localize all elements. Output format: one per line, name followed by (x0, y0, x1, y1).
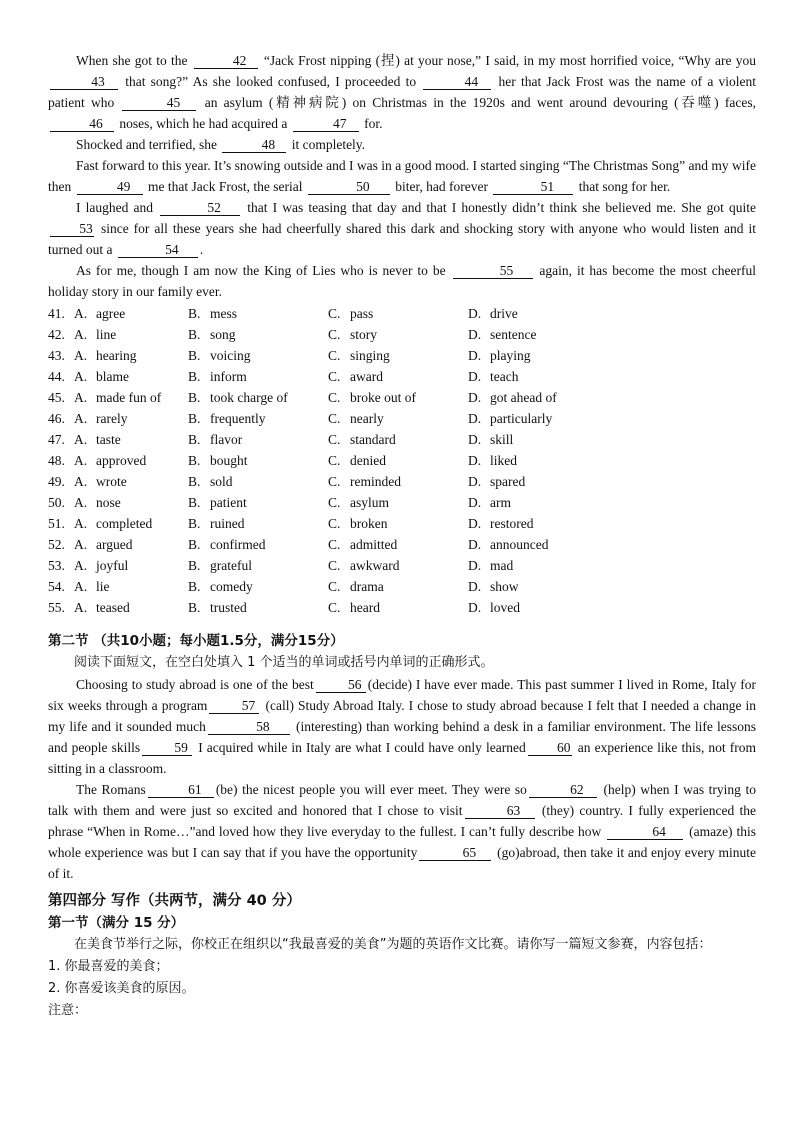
option-letter-c: C. (328, 495, 341, 510)
list-item: 2. 你喜爱该美食的原因。 (48, 981, 195, 996)
option-letter-d: D. (468, 411, 482, 426)
option-row (48, 450, 582, 471)
blank-56[interactable]: 56 (316, 678, 366, 693)
option-letter-d: D. (468, 369, 482, 384)
option-letter-b: B. (188, 411, 201, 426)
part4-note: 注意： (48, 1003, 88, 1018)
option-d[interactable]: spared (490, 474, 526, 489)
question-number: 55. (48, 600, 65, 615)
list-item: 1. 你最喜爱的美食； (48, 959, 169, 974)
option-letter-d: D. (468, 537, 482, 552)
option-letter-b: B. (188, 579, 201, 594)
option-c[interactable]: nearly (350, 411, 384, 426)
option-c[interactable]: asylum (350, 495, 389, 510)
option-d[interactable]: restored (490, 516, 534, 531)
option-letter-a: A. (74, 432, 88, 447)
option-letter-c: C. (328, 537, 341, 552)
option-d[interactable]: got ahead of (490, 390, 557, 405)
question-number: 47. (48, 432, 65, 447)
options-table (48, 303, 582, 618)
option-b[interactable]: trusted (210, 600, 247, 615)
passage1-paragraph-3: Fast forward to this year. It’s snowing outside and I was in a good mood. I started singing “The Christmas Song” and my wife then 49 me that Jack Frost, the serial 50 biter, had forever 51 that song for her. (48, 158, 756, 194)
option-b[interactable]: patient (210, 495, 247, 510)
option-letter-d: D. (468, 558, 482, 573)
option-letter-d: D. (468, 516, 482, 531)
blank-51[interactable]: 51 (493, 180, 573, 195)
option-row (48, 408, 582, 429)
blank-44[interactable]: 44 (423, 75, 491, 90)
blank-53[interactable]: 53 (50, 222, 94, 237)
option-c[interactable]: broken (350, 516, 388, 531)
option-c[interactable]: broke out of (350, 390, 416, 405)
option-a[interactable]: lie (96, 579, 110, 594)
question-number: 42. (48, 327, 65, 342)
option-letter-d: D. (468, 474, 482, 489)
blank-59[interactable]: 59 (142, 741, 192, 756)
option-a[interactable]: nose (96, 495, 121, 510)
option-a[interactable]: hearing (96, 348, 137, 363)
blank-47[interactable]: 47 (293, 117, 359, 132)
option-c[interactable]: awkward (350, 558, 400, 573)
option-a[interactable]: approved (96, 453, 147, 468)
option-letter-a: A. (74, 411, 88, 426)
option-c[interactable]: denied (350, 453, 386, 468)
option-d[interactable]: sentence (490, 327, 537, 342)
option-letter-a: A. (74, 327, 88, 342)
option-letter-b: B. (188, 600, 201, 615)
blank-55[interactable]: 55 (453, 264, 533, 279)
option-letter-d: D. (468, 579, 482, 594)
option-d[interactable]: arm (490, 495, 511, 510)
option-letter-a: A. (74, 495, 88, 510)
option-letter-c: C. (328, 348, 341, 363)
question-number: 44. (48, 369, 65, 384)
option-letter-a: A. (74, 516, 88, 531)
question-number: 53. (48, 558, 65, 573)
option-letter-c: C. (328, 306, 341, 321)
blank-50[interactable]: 50 (308, 180, 390, 195)
blank-49[interactable]: 49 (77, 180, 143, 195)
question-number: 43. (48, 348, 65, 363)
option-letter-c: C. (328, 432, 341, 447)
option-row (48, 429, 582, 450)
option-a[interactable]: teased (96, 600, 130, 615)
option-row (48, 303, 582, 324)
blank-63[interactable]: 63 (465, 804, 535, 819)
option-letter-b: B. (188, 369, 201, 384)
passage1-paragraph-4: I laughed and 52 that I was teasing that day and that I honestly didn’t think she believed me. She got quite 53 since for all these years she had cheerfully shared this dark and shocking story with anyone who would listen and it turned out a 54 . (48, 200, 756, 257)
option-c[interactable]: drama (350, 579, 384, 594)
option-b[interactable]: inform (210, 369, 247, 384)
option-letter-a: A. (74, 558, 88, 573)
option-letter-a: A. (74, 369, 88, 384)
blank-57[interactable]: 57 (209, 699, 259, 714)
question-number: 54. (48, 579, 65, 594)
section2-title: 第二节 （共10小题；每小题1.5分，满分15分） (48, 633, 344, 649)
question-number: 51. (48, 516, 65, 531)
option-b[interactable]: bought (210, 453, 248, 468)
option-letter-a: A. (74, 474, 88, 489)
option-row (48, 387, 582, 408)
option-a[interactable]: taste (96, 432, 121, 447)
option-letter-b: B. (188, 558, 201, 573)
option-letter-d: D. (468, 327, 482, 342)
section2-instruction: 阅读下面短文，在空白处填入 1 个适当的单词或括号内单词的正确形式。 (74, 655, 494, 670)
question-number: 52. (48, 537, 65, 552)
option-letter-b: B. (188, 516, 201, 531)
option-letter-d: D. (468, 348, 482, 363)
option-b[interactable]: ruined (210, 516, 245, 531)
option-d[interactable]: teach (490, 369, 519, 384)
option-b[interactable]: confirmed (210, 537, 266, 552)
option-letter-c: C. (328, 390, 341, 405)
option-a[interactable]: completed (96, 516, 153, 531)
blank-64[interactable]: 64 (607, 825, 683, 840)
option-d[interactable]: loved (490, 600, 520, 615)
option-c[interactable]: standard (350, 432, 396, 447)
option-letter-a: A. (74, 348, 88, 363)
option-d[interactable]: skill (490, 432, 514, 447)
option-letter-a: A. (74, 579, 88, 594)
option-a[interactable]: joyful (96, 558, 129, 573)
blank-54[interactable]: 54 (118, 243, 198, 258)
option-row (48, 492, 582, 513)
option-b[interactable]: mess (210, 306, 237, 321)
option-b[interactable]: comedy (210, 579, 253, 594)
blank-58[interactable]: 58 (208, 720, 290, 735)
option-letter-c: C. (328, 369, 341, 384)
option-letter-b: B. (188, 495, 201, 510)
exam-page (48, 50, 756, 1022)
option-b[interactable]: song (210, 327, 236, 342)
option-d[interactable]: particularly (490, 411, 553, 426)
passage1-paragraph-1: When she got to the 42 “Jack Frost nipping (捏) at your nose,” I said, in my most horrified voice, “Why are you 43 that song?” As she looked confused, I proceeded to 44 her that Jack Frost was the name of a violent patient who 45 an asylum (精神病院) on Christmas in the 1920s and went around devouring (吞噬) faces, 46 noses, which he had acquired a 47 for. (48, 53, 757, 131)
option-a[interactable]: wrote (96, 474, 127, 489)
option-a[interactable]: blame (96, 369, 129, 384)
option-b[interactable]: flavor (210, 432, 243, 447)
option-d[interactable]: drive (490, 306, 518, 321)
option-a[interactable]: made fun of (96, 390, 162, 405)
option-c[interactable]: singing (350, 348, 390, 363)
option-d[interactable]: liked (490, 453, 517, 468)
option-c[interactable]: reminded (350, 474, 401, 489)
blank-43[interactable]: 43 (50, 75, 118, 90)
option-letter-d: D. (468, 600, 482, 615)
question-number: 46. (48, 411, 65, 426)
option-letter-a: A. (74, 453, 88, 468)
blank-45[interactable]: 45 (122, 96, 196, 111)
part4-title: 第四部分 写作（共两节，满分 40 分） (48, 893, 301, 909)
option-c[interactable]: pass (350, 306, 374, 321)
option-a[interactable]: rarely (96, 411, 128, 426)
passage1-paragraph-2: Shocked and terrified, she 48 it completely. (76, 137, 366, 152)
option-letter-a: A. (74, 537, 88, 552)
question-number: 45. (48, 390, 65, 405)
option-letter-b: B. (188, 348, 201, 363)
blank-46[interactable]: 46 (50, 117, 114, 132)
option-row (48, 513, 582, 534)
option-letter-b: B. (188, 474, 201, 489)
question-number: 49. (48, 474, 65, 489)
option-row (48, 345, 582, 366)
option-letter-b: B. (188, 306, 201, 321)
blank-42[interactable]: 42 (194, 54, 258, 69)
option-d[interactable]: mad (490, 558, 514, 573)
option-letter-a: A. (74, 600, 88, 615)
option-letter-b: B. (188, 327, 201, 342)
blank-60[interactable]: 60 (528, 741, 572, 756)
option-row (48, 597, 582, 618)
option-letter-c: C. (328, 453, 341, 468)
option-letter-c: C. (328, 579, 341, 594)
option-letter-c: C. (328, 474, 341, 489)
option-c[interactable]: story (350, 327, 377, 342)
option-letter-d: D. (468, 390, 482, 405)
blank-52[interactable]: 52 (160, 201, 240, 216)
option-letter-a: A. (74, 390, 88, 405)
option-row (48, 576, 582, 597)
option-d[interactable]: announced (490, 537, 549, 552)
option-a[interactable]: agree (96, 306, 126, 321)
section2-paragraph-1: Choosing to study abroad is one of the best 56 (decide) I have ever made. This past summer I lived in Rome, Italy for six weeks through a program 57 (call) Study Abroad Italy. I chose to study abroad because I felt that I needed a change in my life and it sounded much 58 (interesting) than working behind a desk in a familiar environment. The life lessons and people skills 59 I acquired while in Italy are what I could have only learned 60 an experience like this, not from sitting in a classroom. (48, 677, 757, 776)
option-a[interactable]: line (96, 327, 117, 342)
question-number: 48. (48, 453, 65, 468)
option-letter-a: A. (74, 306, 88, 321)
option-a[interactable]: argued (96, 537, 133, 552)
option-letter-d: D. (468, 432, 482, 447)
section2-paragraph-2: The Romans 61 (be) the nicest people you will ever meet. They were so 62 (help) when I was trying to talk with them and were just so excited and honored that I chose to visit 63 (they) country. I fully experienced the phrase “When in Rome…”and loved how they live everyday to the fullest. I can’t fully describe how 64 (amaze) this whole experience was but I can say that if you have the opportunity 65 (go)abroad, then take it and enjoy every minute of it. (48, 782, 756, 881)
option-row (48, 555, 582, 576)
option-letter-d: D. (468, 306, 482, 321)
passage1-paragraph-5: As for me, though I am now the King of Lies who is never to be 55 again, it has become the most cheerful holiday story in our family ever. (48, 263, 756, 299)
option-letter-c: C. (328, 600, 341, 615)
part4-prompt: 在美食节举行之际，你校正在组织以“我最喜爱的美食”为题的英语作文比赛。请你写一篇短文参赛，内容包括： (74, 937, 712, 952)
option-d[interactable]: show (490, 579, 519, 594)
option-b[interactable]: voicing (210, 348, 251, 363)
part4-subtitle: 第一节（满分 15 分） (48, 915, 185, 931)
option-letter-b: B. (188, 537, 201, 552)
option-b[interactable]: grateful (210, 558, 252, 573)
option-letter-b: B. (188, 432, 201, 447)
blank-48[interactable]: 48 (222, 138, 286, 153)
option-b[interactable]: sold (210, 474, 233, 489)
option-letter-b: B. (188, 390, 201, 405)
option-row (48, 534, 582, 555)
option-letter-c: C. (328, 516, 341, 531)
blank-62[interactable]: 62 (529, 783, 597, 798)
blank-65[interactable]: 65 (419, 846, 491, 861)
part4-content-list (48, 956, 756, 1000)
option-row (48, 366, 582, 387)
option-b[interactable]: frequently (210, 411, 266, 426)
option-c[interactable]: heard (350, 600, 380, 615)
option-letter-c: C. (328, 327, 341, 342)
option-letter-d: D. (468, 495, 482, 510)
option-letter-b: B. (188, 453, 201, 468)
option-b[interactable]: took charge of (210, 390, 288, 405)
option-d[interactable]: playing (490, 348, 531, 363)
question-number: 41. (48, 306, 65, 321)
option-c[interactable]: admitted (350, 537, 398, 552)
option-c[interactable]: award (350, 369, 383, 384)
option-letter-c: C. (328, 411, 341, 426)
blank-61[interactable]: 61 (148, 783, 214, 798)
question-number: 50. (48, 495, 65, 510)
option-letter-c: C. (328, 558, 341, 573)
option-letter-d: D. (468, 453, 482, 468)
option-row (48, 324, 582, 345)
option-row (48, 471, 582, 492)
